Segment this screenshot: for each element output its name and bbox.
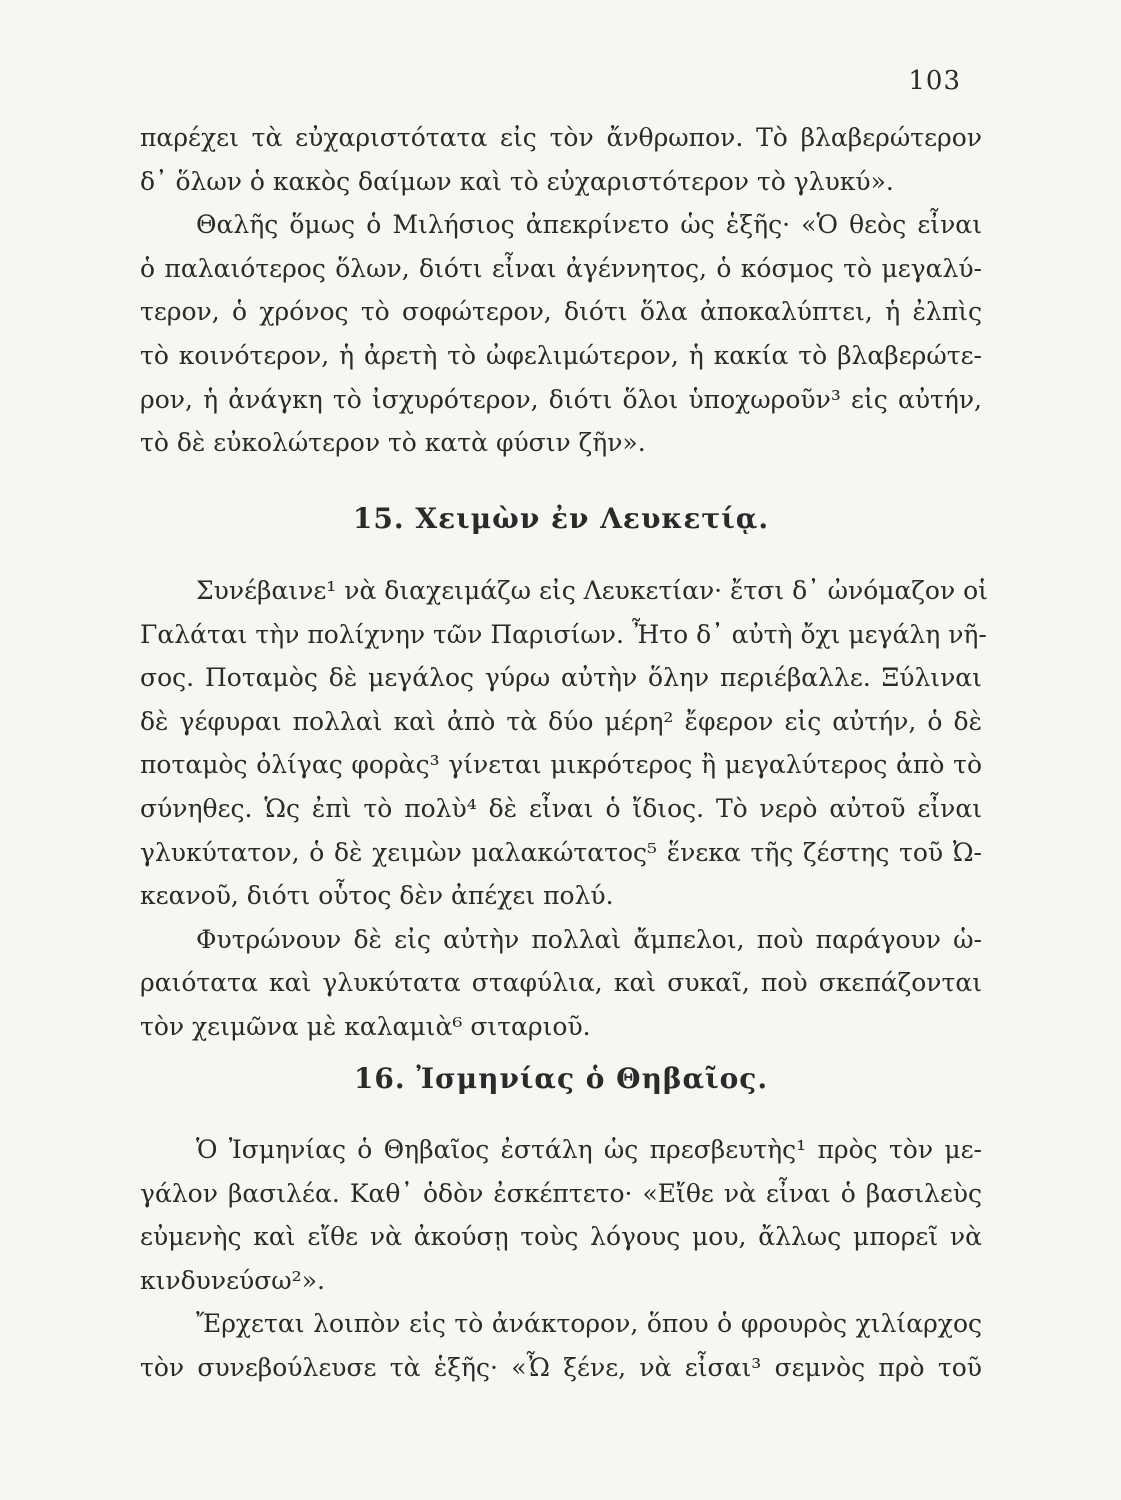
text-line: Ἔρχεται λοιπὸν εἰς τὸ ἀνάκτορον, ὅπου ὁ φρουρὸς χιλίαρχος — [196, 1309, 982, 1339]
text-line: τερον, ὁ χρόνος τὸ σοφώτερον, διότι ὅλα ἀποκαλύπτει, ἡ ἐλπὶς — [140, 297, 982, 327]
paragraph-leuketia — [140, 569, 988, 1049]
paragraph-thales — [140, 116, 982, 465]
text-line: ραιότατα καὶ γλυκύτατα σταφύλια, καὶ συκαῖ, ποὺ σκεπάζονται — [140, 968, 982, 998]
text-line: σύνηθες. Ὡς ἐπὶ τὸ πολὺ⁴ δὲ εἶναι ὁ ἴδιος. Τὸ νερὸ αὐτοῦ εἶναι — [140, 793, 982, 823]
text-line: Συνέβαινε¹ νὰ διαχειμάζω εἰς Λευκετίαν· ἔτσι δ᾽ ὠνόμαζον οἱ — [196, 576, 988, 605]
text-line: κινδυνεύσω²». — [140, 1265, 325, 1295]
text-line: Ὁ Ἰσμηνίας ὁ Θηβαῖος ἐστάλη ὡς πρεσβευτὴς¹ πρὸς τὸν με- — [196, 1135, 982, 1164]
paragraph-ismenias — [140, 1128, 982, 1390]
text-line: Θαλῆς ὅμως ὁ Μιλήσιος ἀπεκρίνετο ὡς ἑξῆς· «Ὁ θεὸς εἶναι — [196, 210, 982, 240]
text-line: δὲ γέφυραι πολλαὶ καὶ ἀπὸ τὰ δύο μέρη² ἔφερον εἰς αὐτήν, ὁ δὲ — [140, 706, 982, 736]
section-heading-16: 16. Ἰσμηνίας ὁ Θηβαῖος. — [353, 1062, 769, 1095]
text-line: Γαλάται τὴν πολίχνην τῶν Παρισίων. Ἦτο δ᾽ αὐτὴ ὄχι μεγάλη νῆ- — [140, 619, 987, 649]
text-line: κεανοῦ, διότι οὗτος δὲν ἀπέχει πολύ. — [140, 881, 614, 911]
text-line: γάλον βασιλέα. Καθ᾽ ὁδὸν ἐσκέπτετο· «Εἴθε νὰ εἶναι ὁ βασιλεὺς — [140, 1178, 982, 1208]
text-line: γλυκύτατον, ὁ δὲ χειμὼν μαλακώτατος⁵ ἕνεκα τῆς ζέστης τοῦ Ὠ- — [140, 837, 982, 867]
text-line: παρέχει τὰ εὐχαριστότατα εἰς τὸν ἄνθρωπον. Τὸ βλαβερώτερον — [140, 123, 982, 152]
text-line: τὸν συνεβούλευσε τὰ ἑξῆς· «Ὦ ξένε, νὰ εἶσαι³ σεμνὸς πρὸ τοῦ — [140, 1352, 982, 1382]
text-line: δ᾽ ὅλων ὁ κακὸς δαίμων καὶ τὸ εὐχαριστότερον τὸ γλυκύ». — [140, 166, 894, 196]
text-line: τὸν χειμῶνα μὲ καλαμιὰ⁶ σιταριοῦ. — [140, 1011, 591, 1041]
page-number: 103 — [908, 66, 961, 96]
text-line: ρον, ἡ ἀνάγκη τὸ ἰσχυρότερον, διότι ὅλοι ὑποχωροῦν³ εἰς αὐτήν, — [140, 384, 982, 414]
text-line: ὁ παλαιότερος ὅλων, διότι εἶναι ἀγέννητος, ὁ κόσμος τὸ μεγαλύ- — [140, 253, 982, 283]
text-line: σος. Ποταμὸς δὲ μεγάλος γύρω αὐτὴν ὅλην περιέβαλλε. Ξύλιναι — [140, 663, 982, 693]
text-line: Φυτρώνουν δὲ εἰς αὐτὴν πολλαὶ ἄμπελοι, ποὺ παράγουν ὡ- — [196, 924, 982, 954]
text-line: τὸ δὲ εὐκολώτερον τὸ κατὰ φύσιν ζῆν». — [140, 428, 646, 458]
text-line: ποταμὸς ὀλίγας φορὰς³ γίνεται μικρότερος ἢ μεγαλύτερος ἀπὸ τὸ — [140, 750, 982, 780]
text-line: τὸ κοινότερον, ἡ ἀρετὴ τὸ ὠφελιμώτερον, ἡ κακία τὸ βλαβερώτε- — [140, 340, 982, 370]
text-line: εὐμενὴς καὶ εἴθε νὰ ἀκούσῃ τοὺς λόγους μου, ἄλλως μπορεῖ νὰ — [140, 1222, 982, 1252]
section-heading-15: 15. Χειμὼν ἐν Λευκετίᾳ. — [352, 502, 770, 535]
